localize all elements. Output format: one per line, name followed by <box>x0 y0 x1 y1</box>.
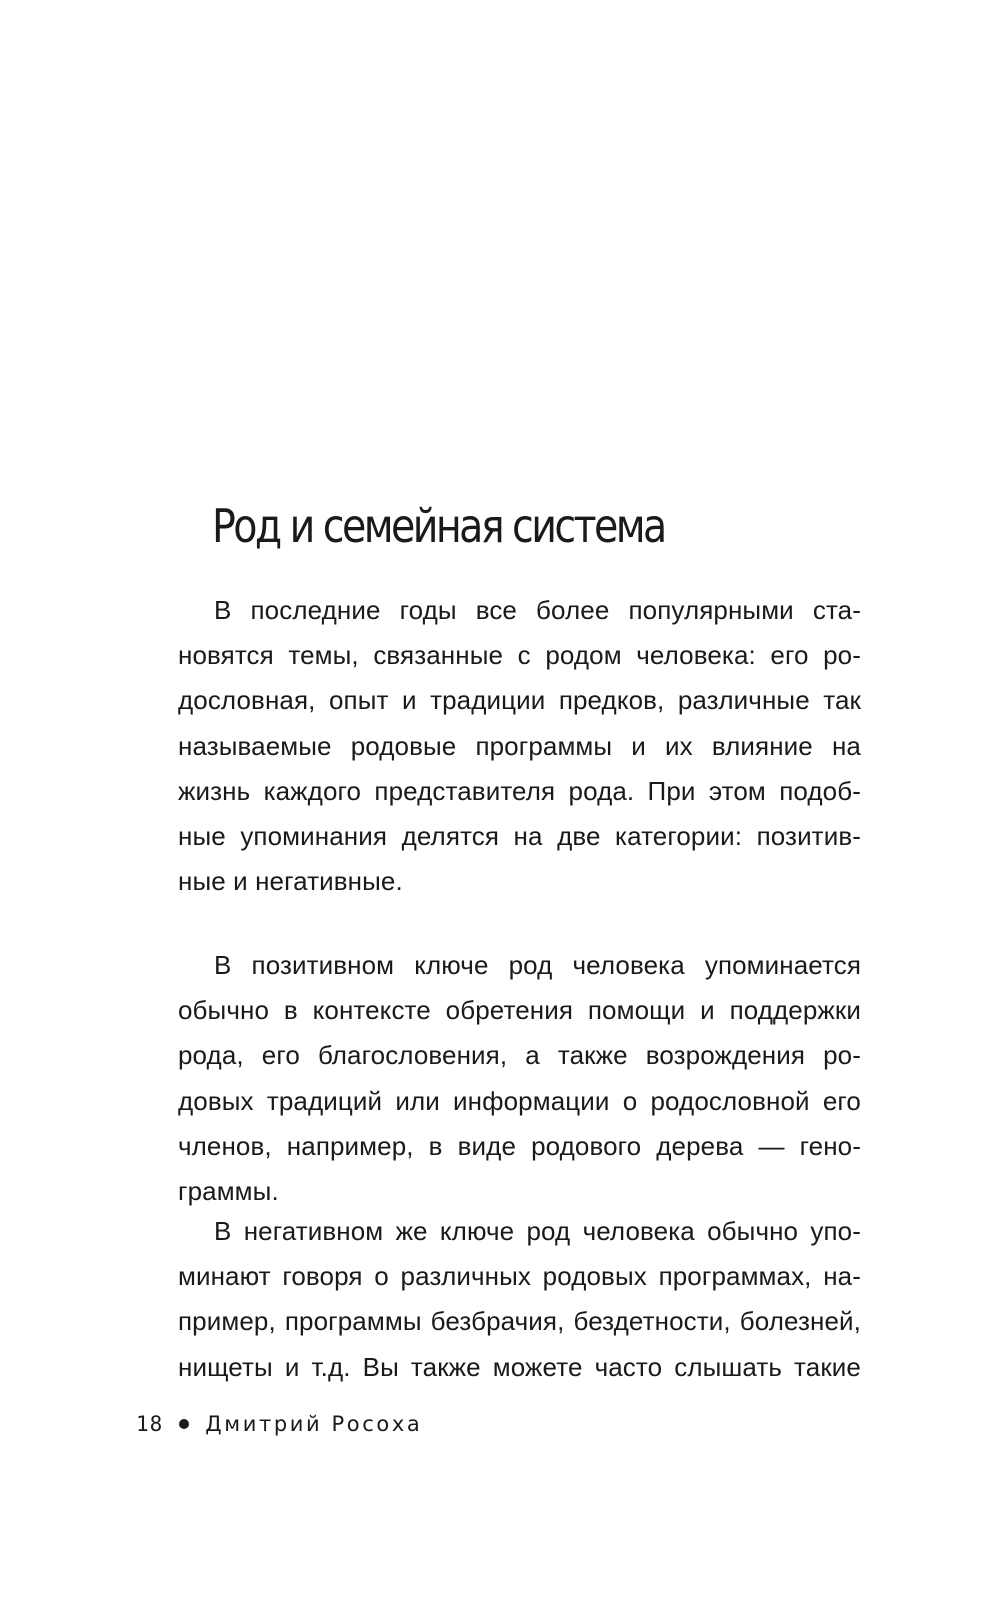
text-line: новятся темы, связанные с родом человека: его ро- <box>178 640 861 671</box>
text-line: называемые родовые программы и их влияние на <box>178 730 861 761</box>
author-name: Дмитрий Росоха <box>205 1412 423 1436</box>
bullet-separator <box>179 1419 189 1429</box>
text-line: В позитивном ключе род человека упоминается <box>214 950 861 980</box>
text-line: дословная, опыт и традиции предков, различные так <box>178 685 861 716</box>
paragraph-3 <box>178 1209 861 1390</box>
text-line: В последние годы все более популярными ста- <box>214 595 861 625</box>
text-line: довых традиций или информации о родословной его <box>178 1085 861 1116</box>
page-footer <box>136 1409 422 1439</box>
paragraph-1 <box>178 588 861 904</box>
text-line: нищеты и т.д. Вы также можете часто слышать такие <box>178 1351 861 1382</box>
paragraph-2 <box>178 943 861 1214</box>
page-number: 18 <box>136 1412 164 1436</box>
text-line: В негативном же ключе род человека обычно упо- <box>214 1216 861 1246</box>
text-line: обычно в контексте обретения помощи и поддержки <box>178 995 861 1026</box>
text-line: членов, например, в виде родового дерева — гено- <box>178 1130 861 1161</box>
text-line: минают говоря о различных родовых программах, на- <box>178 1261 861 1292</box>
text-line: рода, его благословения, а также возрождения ро- <box>178 1040 861 1071</box>
text-line: ные упоминания делятся на две категории: позитив- <box>178 820 861 851</box>
text-line: жизнь каждого представителя рода. При этом подоб- <box>178 775 861 806</box>
chapter-title: Род и семейная система <box>212 499 665 553</box>
text-line: граммы. <box>178 1175 279 1206</box>
text-line: ные и негативные. <box>178 866 403 897</box>
text-line: пример, программы безбрачия, бездетности, болезней, <box>178 1306 861 1337</box>
